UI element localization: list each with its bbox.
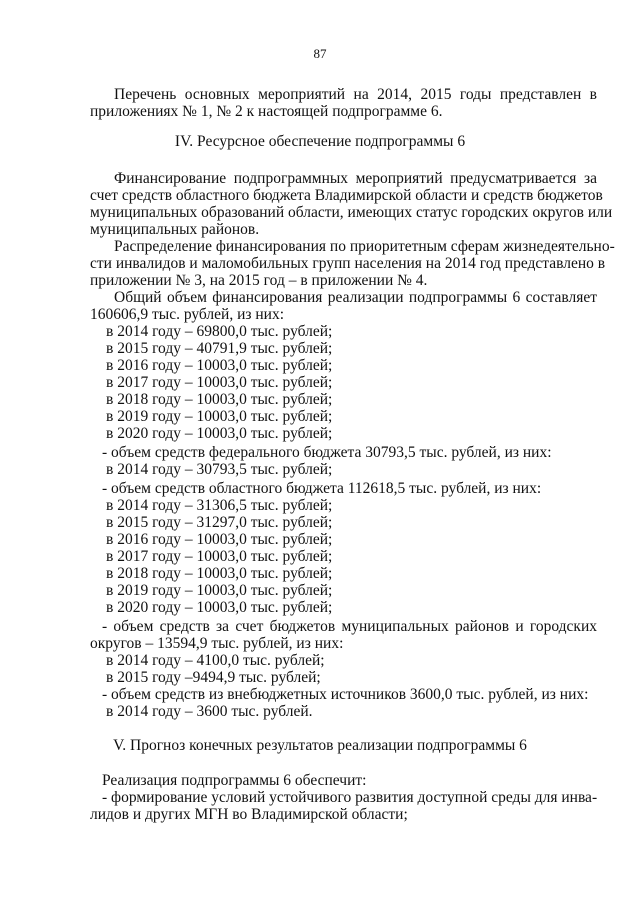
text-line: Финансирование подпрограммных мероприятий предусматривается за <box>114 170 597 187</box>
list-item: в 2020 году – 10003,0 тыс. рублей; <box>106 599 333 616</box>
text-line: муниципальных образований области, имеющих статус городских округов или <box>90 204 613 221</box>
list-item: в 2017 году – 10003,0 тыс. рублей; <box>106 374 333 391</box>
list-item: в 2014 году – 3600 тыс. рублей. <box>106 703 313 720</box>
text-line: Реализация подпрограммы 6 обеспечит: <box>102 772 367 789</box>
text-line: счет средств областного бюджета Владимирской области и средств бюджетов <box>90 187 603 204</box>
text-line: Распределение финансирования по приоритетным сферам жизнедеятельно- <box>114 238 615 255</box>
list-item: в 2018 году – 10003,0 тыс. рублей; <box>106 565 333 582</box>
list-item: в 2014 году – 4100,0 тыс. рублей; <box>106 652 325 669</box>
text-line: приложении № 3, на 2015 год – в приложении № 4. <box>90 272 428 289</box>
list-item: - объем средств за счет бюджетов муниципальных районов и городских <box>102 618 597 635</box>
list-item: в 2016 году – 10003,0 тыс. рублей; <box>106 531 333 548</box>
list-item: в 2015 году – 40791,9 тыс. рублей; <box>106 340 333 357</box>
list-item: в 2019 году – 10003,0 тыс. рублей; <box>106 582 333 599</box>
page-number: 87 <box>313 46 327 61</box>
text-line: округов – 13594,9 тыс. рублей, из них: <box>90 635 344 652</box>
list-item: в 2016 году – 10003,0 тыс. рублей; <box>106 357 333 374</box>
list-item: - объем средств областного бюджета 112618,5 тыс. рублей, из них: <box>102 480 542 497</box>
list-item: в 2020 году – 10003,0 тыс. рублей; <box>106 425 333 442</box>
text-line: приложениях № 1, № 2 к настоящей подпрограмме 6. <box>90 103 443 120</box>
list-item: в 2014 году – 30793,5 тыс. рублей; <box>106 461 333 478</box>
text-line: муниципальных районов. <box>90 221 260 238</box>
list-item: в 2014 году – 31306,5 тыс. рублей; <box>106 497 333 514</box>
list-item: в 2018 году – 10003,0 тыс. рублей; <box>106 391 333 408</box>
text-line: лидов и других МГН во Владимирской области; <box>90 806 408 823</box>
list-item: в 2014 году – 69800,0 тыс. рублей; <box>106 323 333 340</box>
list-item: в 2017 году – 10003,0 тыс. рублей; <box>106 548 333 565</box>
list-item: в 2015 году –9494,9 тыс. рублей; <box>106 669 321 686</box>
text-line: Общий объем финансирования реализации подпрограммы 6 составляет <box>114 289 597 306</box>
section-heading: V. Прогноз конечных результатов реализации подпрограммы 6 <box>113 737 527 754</box>
text-line: сти инвалидов и маломобильных групп населения на 2014 год представлено в <box>90 255 606 272</box>
list-item: - объем средств из внебюджетных источников 3600,0 тыс. рублей, из них: <box>102 686 589 703</box>
text-line: 160606,9 тыс. рублей, из них: <box>90 306 285 323</box>
list-item: в 2015 году – 31297,0 тыс. рублей; <box>106 514 333 531</box>
list-item: в 2019 году – 10003,0 тыс. рублей; <box>106 408 333 425</box>
section-heading: IV. Ресурсное обеспечение подпрограммы 6 <box>174 133 466 150</box>
text-line: Перечень основных мероприятий на 2014, 2015 годы представлен в <box>114 86 597 103</box>
list-item: - формирование условий устойчивого развития доступной среды для инва- <box>102 789 598 806</box>
list-item: - объем средств федерального бюджета 30793,5 тыс. рублей, из них: <box>102 444 552 461</box>
